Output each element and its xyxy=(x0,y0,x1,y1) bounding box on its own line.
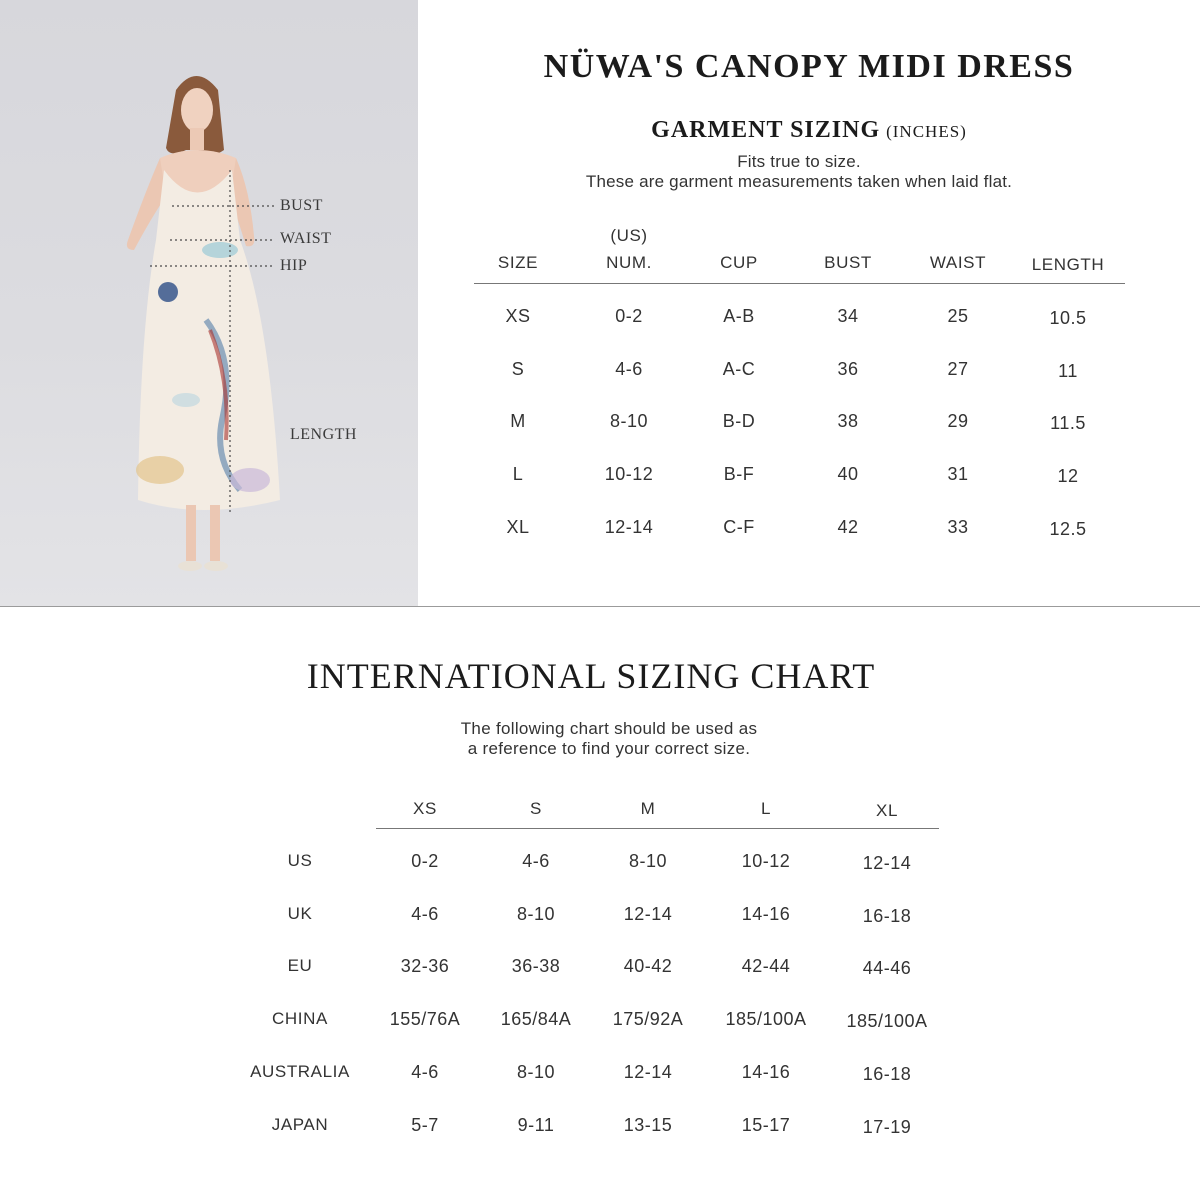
garment-cell-waist: 33 xyxy=(947,516,969,537)
intl-cell: 12-14 xyxy=(623,903,673,924)
garment-cell-bust: 40 xyxy=(837,464,859,485)
section-divider xyxy=(0,606,1200,607)
intl-header-m: M xyxy=(640,799,656,818)
intl-cell: 16-18 xyxy=(862,905,912,926)
header-length: LENGTH xyxy=(1031,255,1105,274)
product-title: NÜWA'S CANOPY MIDI DRESS xyxy=(543,48,1075,85)
garment-cell-size: XS xyxy=(505,306,531,326)
garment-cell-num: 4-6 xyxy=(615,358,643,379)
intl-region-label: JAPAN xyxy=(271,1114,329,1134)
intl-cell: 155/76A xyxy=(389,1009,461,1030)
intl-note-line1: The following chart should be used as xyxy=(460,719,758,738)
intl-cell: 12-14 xyxy=(862,853,912,873)
intl-cell: 36-38 xyxy=(511,956,561,977)
intl-header-l: L xyxy=(760,799,772,818)
intl-cell: 0-2 xyxy=(411,851,439,871)
garment-cell-length: 12.5 xyxy=(1049,518,1087,539)
garment-sizing-title: GARMENT SIZING xyxy=(651,117,881,143)
intl-cell: 4-6 xyxy=(522,851,550,871)
fit-note: Fits true to size. xyxy=(737,152,861,171)
intl-note-line2: a reference to find your correct size. xyxy=(467,739,751,758)
garment-cell-cup: C-F xyxy=(723,516,755,537)
garment-cell-bust: 38 xyxy=(837,411,859,432)
garment-cell-waist: 27 xyxy=(947,358,969,379)
intl-cell: 4-6 xyxy=(411,1061,439,1082)
intl-cell: 42-44 xyxy=(741,956,791,977)
header-size: SIZE xyxy=(497,253,539,272)
garment-cell-num: 8-10 xyxy=(609,411,649,432)
intl-cell: 16-18 xyxy=(862,1063,912,1084)
garment-cell-num: 12-14 xyxy=(604,516,654,537)
intl-cell: 14-16 xyxy=(741,1061,791,1082)
intl-cell: 10-12 xyxy=(741,851,791,871)
length-label: LENGTH xyxy=(290,426,357,443)
garment-sizing-unit: (INCHES) xyxy=(886,122,967,141)
intl-cell: 8-10 xyxy=(628,851,668,871)
garment-cell-size: XL xyxy=(506,516,530,537)
international-title: INTERNATIONAL SIZING CHART xyxy=(306,656,876,696)
intl-region-label: EU xyxy=(287,956,313,976)
model-photo xyxy=(0,0,418,606)
intl-cell: 32-36 xyxy=(400,956,450,977)
intl-cell: 40-42 xyxy=(623,956,673,977)
intl-header-rule xyxy=(376,828,939,829)
intl-cell: 44-46 xyxy=(862,958,912,979)
garment-cell-num: 10-12 xyxy=(604,464,654,485)
bust-label: BUST xyxy=(280,197,323,214)
intl-cell: 185/100A xyxy=(846,1011,928,1032)
garment-cell-num: 0-2 xyxy=(615,306,643,326)
intl-cell: 185/100A xyxy=(725,1009,807,1030)
garment-cell-length: 12 xyxy=(1057,466,1079,487)
garment-cell-bust: 42 xyxy=(837,516,859,537)
intl-region-label: CHINA xyxy=(272,1009,328,1029)
measure-note: These are garment measurements taken when laid flat. xyxy=(585,172,1013,191)
garment-cell-waist: 31 xyxy=(947,464,969,485)
intl-cell: 17-19 xyxy=(862,1116,912,1137)
intl-cell: 9-11 xyxy=(517,1114,555,1135)
intl-cell: 5-7 xyxy=(411,1114,439,1135)
intl-header-xl: XL xyxy=(876,801,898,820)
header-num: NUM. xyxy=(606,253,652,272)
intl-region-label: US xyxy=(287,851,313,870)
garment-cell-waist: 29 xyxy=(947,411,969,432)
intl-cell: 8-10 xyxy=(516,1061,556,1082)
garment-cell-cup: A-C xyxy=(722,358,756,379)
header-num-top: (US) xyxy=(610,226,648,245)
intl-cell: 8-10 xyxy=(516,903,556,924)
header-cup: CUP xyxy=(720,253,758,272)
garment-cell-size: L xyxy=(512,464,524,485)
hip-label: HIP xyxy=(280,257,308,274)
intl-cell: 12-14 xyxy=(623,1061,673,1082)
header-waist: WAIST xyxy=(929,253,987,272)
garment-sizing-heading xyxy=(418,117,1200,144)
intl-region-label: UK xyxy=(287,903,313,923)
intl-region-label: AUSTRALIA xyxy=(250,1061,350,1081)
intl-cell: 4-6 xyxy=(411,903,439,924)
intl-cell: 13-15 xyxy=(623,1114,673,1135)
intl-header-s: S xyxy=(530,799,542,818)
intl-cell: 14-16 xyxy=(741,903,791,924)
garment-cell-size: S xyxy=(511,358,525,379)
garment-cell-waist: 25 xyxy=(947,306,969,326)
garment-cell-bust: 34 xyxy=(837,306,859,326)
intl-cell: 175/92A xyxy=(612,1009,684,1030)
garment-cell-bust: 36 xyxy=(837,358,859,379)
garment-cell-cup: B-F xyxy=(723,464,755,485)
dress-illustration xyxy=(0,0,418,606)
garment-cell-size: M xyxy=(510,411,526,432)
garment-cell-cup: A-B xyxy=(723,306,755,326)
garment-cell-length: 11.5 xyxy=(1050,413,1086,434)
header-bust: BUST xyxy=(824,253,872,272)
waist-label: WAIST xyxy=(280,230,332,247)
intl-cell: 15-17 xyxy=(741,1114,791,1135)
intl-cell: 165/84A xyxy=(500,1009,572,1030)
intl-header-xs: XS xyxy=(413,799,437,818)
garment-cell-length: 11 xyxy=(1058,360,1078,381)
garment-header-rule xyxy=(474,283,1125,284)
garment-cell-length: 10.5 xyxy=(1049,308,1087,328)
garment-cell-cup: B-D xyxy=(722,411,756,432)
